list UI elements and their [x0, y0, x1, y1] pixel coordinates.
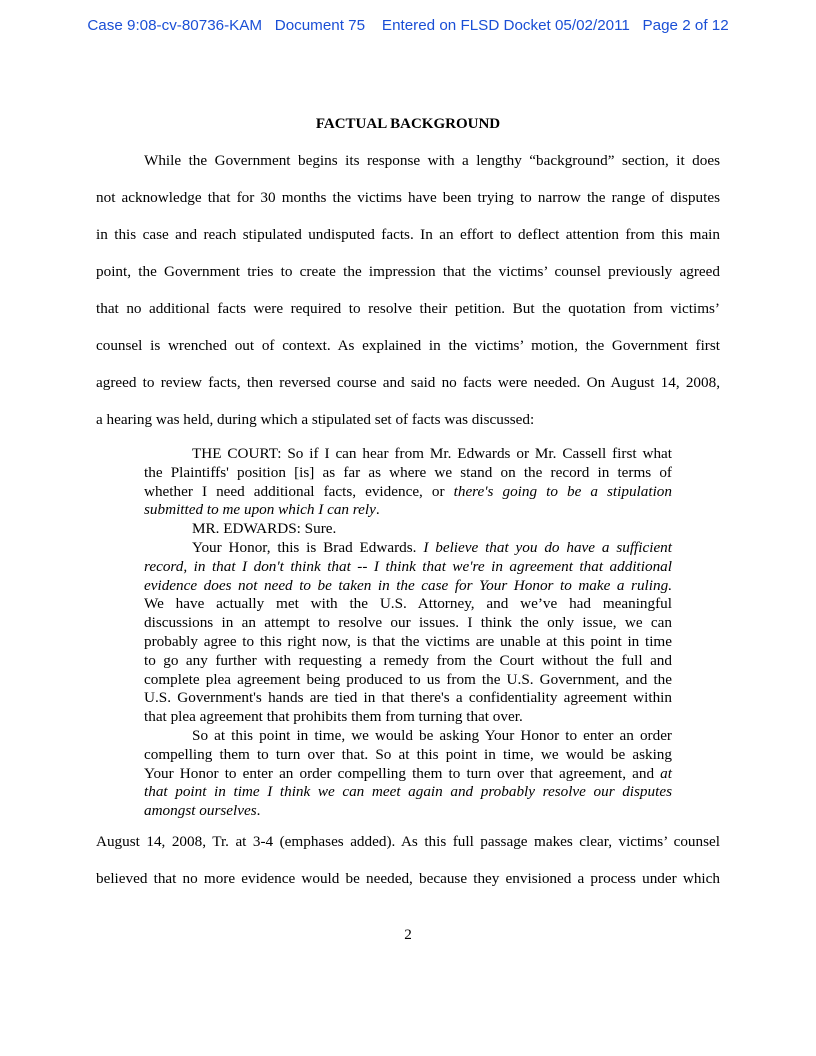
quote-line: [144, 577, 672, 596]
quote-line: submitted to me upon which I can rely.: [144, 501, 380, 519]
emphasis: that point in time I think we can meet again and probably resolve our disputes: [144, 783, 672, 801]
body-line: While the Government begins its response with a lengthy “background” section, it does: [144, 152, 720, 169]
quote-line: that plea agreement that prohibits them from turning that over.: [144, 708, 523, 726]
docket-header: Case 9:08-cv-80736-KAM Document 75 Entered on FLSD Docket 05/02/2011 Page 2 of 12: [87, 17, 729, 34]
quote-line: amongst ourselves.: [144, 802, 261, 820]
body-line: not acknowledge that for 30 months the victims have been trying to narrow the range of disputes: [96, 189, 720, 206]
body-line: that no additional facts were required to resolve their petition. But the quotation from victims’: [96, 300, 720, 317]
quote-line: Your Honor to enter an order compelling them to turn over that agreement, and at: [144, 764, 672, 782]
emphasis: record, in that I don't think that -- I think that we're in agreement that additional: [144, 557, 672, 575]
body-line: a hearing was held, during which a stipulated set of facts was discussed:: [96, 411, 535, 428]
quote-line: THE COURT: So if I can hear from Mr. Edwards or Mr. Cassell first what: [192, 445, 672, 462]
emphasis: I believe that you do have a sufficient: [423, 538, 672, 556]
body-line: point, the Government tries to create the impression that the victims’ counsel previously agreed: [96, 263, 720, 280]
quote-line: to go any further with requesting a remedy from the Court without the full and: [144, 651, 672, 669]
body-line: agreed to review facts, then reversed course and said no facts were needed. On August 14, 2008,: [96, 374, 720, 391]
quote-line: U.S. Government's hands are tied in that there's a confidentiality agreement within: [144, 689, 672, 707]
quote-line: discussions in an attempt to resolve our issues. I think the only issue, we can: [144, 614, 672, 632]
body-line: counsel is wrenched out of context. As explained in the victims’ motion, the Government first: [96, 337, 720, 354]
quote-line: Your Honor, this is Brad Edwards. I believe that you do have a sufficient: [192, 538, 672, 556]
emphasis: amongst ourselves: [144, 802, 257, 820]
emphasis: at: [660, 764, 672, 782]
quote-line: whether I need additional facts, evidence, or there's going to be a stipulation: [144, 482, 672, 500]
block-quote: [144, 445, 672, 821]
quote-line: MR. EDWARDS: Sure.: [192, 520, 337, 538]
quote-line: [144, 783, 672, 802]
page-number: 2: [404, 926, 412, 943]
quote-line: compelling them to turn over that. So at this point in time, we would be asking: [144, 745, 672, 763]
quote-line: probably agree to this right now, is that the victims are unable at this point in time: [144, 632, 672, 650]
quote-line: the Plaintiffs' position [is] as far as where we stand on the record in terms of: [144, 463, 672, 481]
quote-line: [144, 558, 672, 577]
body-line: believed that no more evidence would be needed, because they envisioned a process under which: [96, 870, 720, 887]
body-line: in this case and reach stipulated undisputed facts. In an effort to deflect attention from this main: [96, 226, 720, 243]
body-line: August 14, 2008, Tr. at 3-4 (emphases added). As this full passage makes clear, victims’ counsel: [96, 833, 720, 850]
emphasis: there's going to be a stipulation: [453, 482, 672, 500]
quote-line: So at this point in time, we would be asking Your Honor to enter an order: [192, 726, 672, 744]
section-title: FACTUAL BACKGROUND: [315, 116, 501, 132]
emphasis: evidence does not need to be taken in the case for Your Honor to make a ruling.: [144, 576, 672, 594]
quote-line: We have actually met with the U.S. Attorney, and we’ve had meaningful: [144, 595, 672, 613]
emphasis: submitted to me upon which I can rely: [144, 501, 376, 519]
quote-line: complete plea agreement being produced to us from the U.S. Government, and the: [144, 670, 672, 688]
